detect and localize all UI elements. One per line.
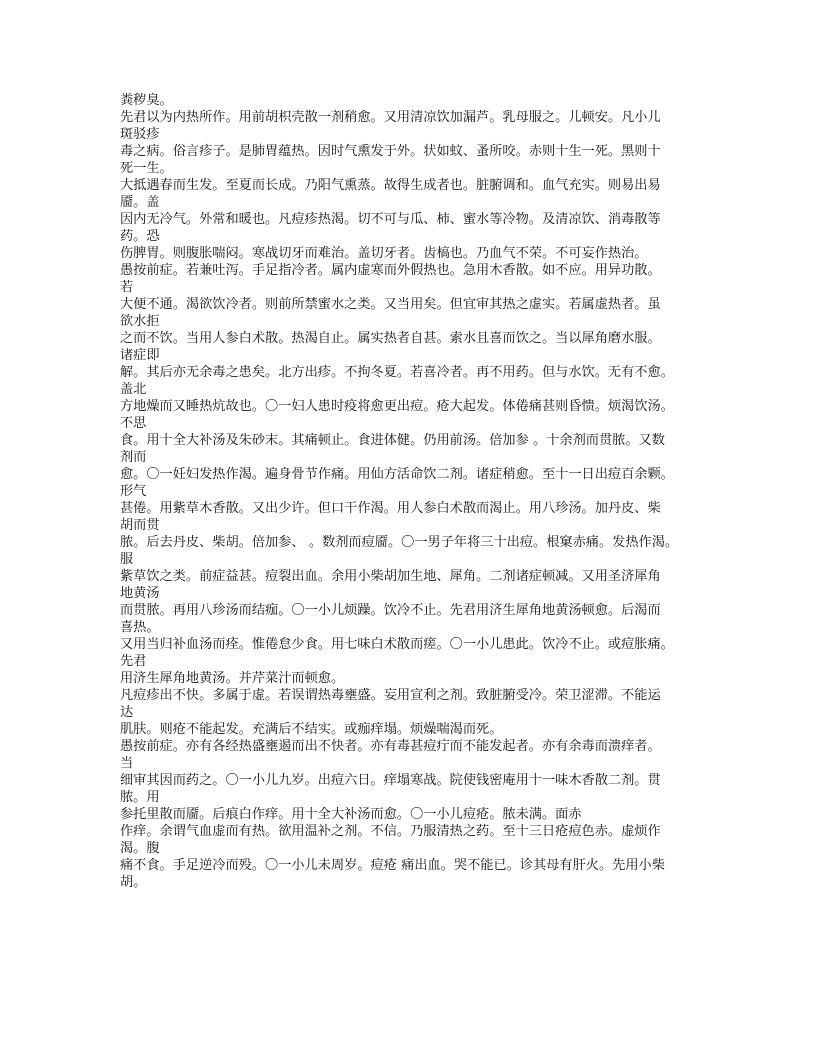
text-line: 参托里散而靥。后痕白作痒。用十全大补汤而愈。〇一小儿痘疮。脓未满。面赤: [120, 807, 582, 822]
text-line: 盖北: [120, 382, 147, 397]
text-line: 若: [120, 280, 134, 295]
text-line: 服: [120, 552, 134, 567]
text-line: 达: [120, 705, 134, 720]
text-line: 先君: [120, 654, 147, 669]
body-text: [120, 92, 700, 891]
text-line: 痛不食。手足逆冷而殁。〇一小儿未周岁。痘疮 痛出血。哭不能已。诊其母有肝火。先用小柴: [120, 858, 665, 873]
text-line: 药。恐: [120, 229, 160, 244]
text-line: 形气: [120, 484, 147, 499]
text-line: 食。用十全大补汤及朱砂末。其痛顿止。食进体健。仍用前汤。倍加参 。十余剂而贯脓。又数: [120, 433, 665, 448]
text-line: 因内无冷气。外常和暖也。凡痘疹热渴。切不可与瓜、柿、蜜水等冷物。及清凉饮、消毒散等: [120, 212, 661, 227]
text-line: 不思: [120, 416, 147, 431]
text-line: 当: [120, 756, 134, 771]
text-line: 大抵遇春而生发。至夏而长成。乃阳气熏蒸。故得生成者也。脏腑调和。血气充实。则易出易: [120, 178, 661, 193]
text-line: 愈。〇一妊妇发热作渴。遍身骨节作痛。用仙方活命饮二剂。诸症稍愈。至十一日出痘百余颗。: [120, 467, 674, 482]
text-line: 肌肤。则疮不能起发。充满后不结实。或痂痒塌。烦燥喘渴而死。: [120, 722, 503, 737]
text-line: 方地燥而又睡热炕故也。〇一妇人患时疫将愈更出痘。疮大起发。体倦痛甚则昏愦。烦渴饮汤。: [120, 399, 674, 414]
text-line: 脓。后去丹皮、柴胡。倍加参、 。数剂而痘靥。〇一男子年将三十出痘。根窠赤痛。发热作渴。: [120, 535, 679, 550]
text-line: 剂而: [120, 450, 147, 465]
text-line: 胡。: [120, 875, 147, 890]
text-line: 而贯脓。再用八珍汤而结痂。〇一小儿烦躁。饮冷不止。先君用济生犀角地黄汤顿愈。后渴而: [120, 603, 661, 618]
text-line: 脓。用: [120, 790, 160, 805]
text-line: 渴。腹: [120, 841, 160, 856]
text-line: 胡而贯: [120, 518, 160, 533]
text-line: 斑驳疹: [120, 127, 160, 142]
text-line: 愚按前症。亦有各经热盛壅遏而出不快者。亦有毒甚痘疔而不能发起者。亦有余毒而溃痒者。: [120, 739, 661, 754]
text-line: 用济生犀角地黄汤。并芹菜汁而顿愈。: [120, 671, 345, 686]
text-line: 大便不通。渴欲饮冷者。则前所禁蜜水之类。又当用矣。但宜审其热之虚实。若属虚热者。虽: [120, 297, 661, 312]
text-line: 先君以为内热所作。用前胡枳壳散一剂稍愈。又用清凉饮加漏芦。乳母服之。儿顿安。凡小儿: [120, 110, 661, 125]
text-line: 死一生。: [120, 161, 173, 176]
text-line: 细审其因而药之。〇一小儿九岁。出痘六日。痒塌寒战。院使钱密庵用十一味木香散二剂。贯: [120, 773, 661, 788]
text-line: 紫草饮之类。前症益甚。痘裂出血。余用小柴胡加生地、犀角。二剂诸症顿减。又用圣济犀角: [120, 569, 661, 584]
text-line: 毒之病。俗言疹子。是肺胃蕴热。因时气熏发于外。状如蚊、蚤所咬。赤则十生一死。黑则十: [120, 144, 661, 159]
text-line: 甚倦。用紫草木香散。又出少许。但口干作渴。用人参白术散而渴止。用八珍汤。加丹皮、柴: [120, 501, 661, 516]
text-line: 愚按前症。若兼吐泻。手足指冷者。属内虚寒而外假热也。急用木香散。如不应。用异功散。: [120, 263, 661, 278]
text-line: 地黄汤: [120, 586, 160, 601]
text-line: 作痒。余谓气血虚而有热。欲用温补之剂。不信。乃服清热之药。至十三日疮痘色赤。虚烦作: [120, 824, 661, 839]
text-line: 欲水拒: [120, 314, 160, 329]
text-line: 喜热。: [120, 620, 160, 635]
text-line: 粪秽臭。: [120, 93, 173, 108]
text-line: 凡痘疹出不快。多属于虚。若误谓热毒壅盛。妄用宣利之剂。致脏腑受冷。荣卫涩滞。不能运: [120, 688, 661, 703]
text-line: 诸症即: [120, 348, 160, 363]
text-line: 伤脾胃。则腹胀喘闷。寒战切牙而难治。盖切牙者。齿槁也。乃血气不荣。不可妄作热治。: [120, 246, 648, 261]
text-line: 之而不饮。当用人参白术散。热渴自止。属实热者自甚。索水且喜而饮之。当以犀角磨水服。: [120, 331, 661, 346]
text-line: 解。其后亦无余毒之患矣。北方出疹。不拘冬夏。若喜冷者。再不用药。但与水饮。无有不愈。: [120, 365, 674, 380]
text-line: 靥。盖: [120, 195, 160, 210]
text-line: 又用当归补血汤而痊。惟倦怠少食。用七味白术散而瘥。〇一小儿患此。饮冷不止。或痘胀痛。: [120, 637, 674, 652]
